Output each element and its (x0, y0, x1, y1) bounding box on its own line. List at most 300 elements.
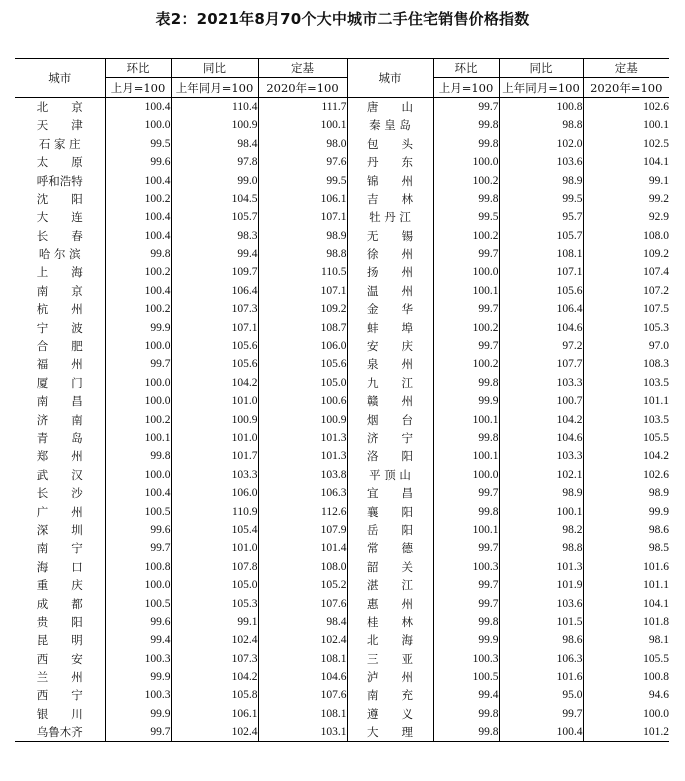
right-yoy-cell: 102.0 (499, 135, 583, 153)
right-mom-cell: 100.5 (433, 668, 499, 686)
right-city-cell: 安 庆 (347, 337, 433, 355)
right-base-cell: 92.9 (583, 208, 669, 226)
left-mom-cell: 100.5 (105, 502, 171, 520)
left-base-cell: 104.6 (258, 668, 347, 686)
left-mom-cell: 100.4 (105, 208, 171, 226)
table-row (15, 410, 669, 428)
header-mom-right: 环比 (433, 59, 499, 78)
left-base-cell: 109.2 (258, 300, 347, 318)
left-base-cell: 107.1 (258, 282, 347, 300)
subheader-base-right: 2020年=100 (583, 78, 669, 97)
left-yoy-cell: 109.7 (171, 263, 258, 281)
left-mom-cell: 100.4 (105, 282, 171, 300)
right-city-cell: 南 充 (347, 686, 433, 704)
left-mom-cell: 99.8 (105, 447, 171, 465)
table-row (15, 429, 669, 447)
right-yoy-cell: 98.9 (499, 484, 583, 502)
right-mom-cell: 99.5 (433, 208, 499, 226)
left-base-cell: 106.1 (258, 190, 347, 208)
left-city-cell: 昆 明 (36, 633, 83, 648)
left-mom-cell: 100.2 (105, 263, 171, 281)
right-base-cell: 100.0 (583, 705, 669, 723)
right-city-cell: 无 锡 (347, 227, 433, 245)
right-yoy-cell: 101.3 (499, 558, 583, 576)
left-mom-cell: 100.0 (105, 337, 171, 355)
right-city-cell: 泉 州 (347, 355, 433, 373)
left-base-cell: 100.6 (258, 392, 347, 410)
left-yoy-cell: 107.8 (171, 558, 258, 576)
left-city-cell: 太 原 (36, 155, 83, 170)
left-city-cell: 天 津 (36, 118, 83, 133)
right-base-cell: 98.6 (583, 521, 669, 539)
right-base-cell: 105.5 (583, 429, 669, 447)
left-mom-cell: 100.2 (105, 190, 171, 208)
right-city-cell: 岳 阳 (347, 521, 433, 539)
right-mom-cell: 99.7 (433, 576, 499, 594)
left-yoy-cell: 106.1 (171, 705, 258, 723)
right-city-cell: 烟 台 (347, 410, 433, 428)
left-city-cell: 厦 门 (36, 375, 83, 390)
right-mom-cell: 99.9 (433, 631, 499, 649)
table-row (15, 539, 669, 557)
table-row (15, 97, 669, 116)
right-mom-cell: 99.8 (433, 135, 499, 153)
right-mom-cell: 100.1 (433, 447, 499, 465)
left-city-cell: 呼和浩特 (36, 173, 83, 188)
right-yoy-cell: 104.6 (499, 429, 583, 447)
right-city-cell: 遵 义 (347, 705, 433, 723)
left-mom-cell: 100.8 (105, 558, 171, 576)
right-city-cell: 扬 州 (347, 263, 433, 281)
header-base-left: 定基 (258, 59, 347, 78)
right-yoy-cell: 103.6 (499, 153, 583, 171)
table-row (15, 686, 669, 704)
left-yoy-cell: 105.7 (171, 208, 258, 226)
left-mom-cell: 100.0 (105, 374, 171, 392)
left-yoy-cell: 106.4 (171, 282, 258, 300)
left-base-cell: 107.6 (258, 594, 347, 612)
left-yoy-cell: 107.3 (171, 650, 258, 668)
left-city-cell: 贵 阳 (36, 614, 83, 629)
left-city-cell: 南 昌 (36, 394, 83, 409)
left-city-cell: 海 口 (36, 559, 83, 574)
right-city-cell: 九 江 (347, 374, 433, 392)
header-city-right: 城市 (347, 59, 433, 98)
right-city-cell: 常 德 (347, 539, 433, 557)
left-yoy-cell: 105.4 (171, 521, 258, 539)
right-base-cell: 101.2 (583, 723, 669, 742)
left-city-cell: 兰 州 (36, 670, 83, 685)
right-city-cell: 宜 昌 (347, 484, 433, 502)
right-base-cell: 99.2 (583, 190, 669, 208)
right-mom-cell: 100.3 (433, 650, 499, 668)
right-base-cell: 104.1 (583, 594, 669, 612)
left-yoy-cell: 104.5 (171, 190, 258, 208)
left-yoy-cell: 104.2 (171, 374, 258, 392)
right-base-cell: 101.8 (583, 613, 669, 631)
right-mom-cell: 99.7 (433, 539, 499, 557)
right-yoy-cell: 102.1 (499, 466, 583, 484)
left-base-cell: 103.8 (258, 466, 347, 484)
left-mom-cell: 100.4 (105, 484, 171, 502)
table-row (15, 337, 669, 355)
right-mom-cell: 100.0 (433, 153, 499, 171)
right-yoy-cell: 98.2 (499, 521, 583, 539)
left-mom-cell: 100.4 (105, 227, 171, 245)
left-city-cell: 深 圳 (36, 522, 83, 537)
left-base-cell: 100.9 (258, 410, 347, 428)
left-yoy-cell: 107.3 (171, 300, 258, 318)
right-yoy-cell: 100.1 (499, 502, 583, 520)
left-yoy-cell: 98.4 (171, 135, 258, 153)
table-row (15, 392, 669, 410)
right-yoy-cell: 100.7 (499, 392, 583, 410)
left-base-cell: 97.6 (258, 153, 347, 171)
table-row (15, 668, 669, 686)
left-base-cell: 98.4 (258, 613, 347, 631)
right-city-cell: 包 头 (347, 135, 433, 153)
left-city-cell: 杭 州 (36, 302, 83, 317)
right-base-cell: 108.3 (583, 355, 669, 373)
left-mom-cell: 99.6 (105, 613, 171, 631)
right-city-cell: 赣 州 (347, 392, 433, 410)
left-city-cell: 银 川 (36, 706, 83, 721)
right-yoy-cell: 104.6 (499, 318, 583, 336)
left-base-cell: 108.1 (258, 650, 347, 668)
right-base-cell: 103.5 (583, 410, 669, 428)
left-city-cell: 长 春 (36, 228, 83, 243)
left-yoy-cell: 101.7 (171, 447, 258, 465)
right-yoy-cell: 98.8 (499, 539, 583, 557)
left-mom-cell: 99.7 (105, 723, 171, 742)
left-city-cell: 合 肥 (36, 339, 83, 354)
left-yoy-cell: 97.8 (171, 153, 258, 171)
right-city-cell: 徐 州 (347, 245, 433, 263)
right-mom-cell: 100.2 (433, 227, 499, 245)
left-base-cell: 108.1 (258, 705, 347, 723)
left-yoy-cell: 99.1 (171, 613, 258, 631)
right-mom-cell: 99.7 (433, 300, 499, 318)
right-city-cell: 锦 州 (347, 171, 433, 189)
table-row (15, 466, 669, 484)
left-city-cell: 成 都 (36, 596, 83, 611)
table-row (15, 521, 669, 539)
right-yoy-cell: 95.0 (499, 686, 583, 704)
right-city-cell: 洛 阳 (347, 447, 433, 465)
right-city-cell: 金 华 (347, 300, 433, 318)
left-base-cell: 106.0 (258, 337, 347, 355)
left-base-cell: 108.0 (258, 558, 347, 576)
left-city-cell: 长 沙 (36, 486, 83, 501)
right-city-cell: 蚌 埠 (347, 318, 433, 336)
left-mom-cell: 99.9 (105, 705, 171, 723)
left-mom-cell: 99.8 (105, 245, 171, 263)
right-mom-cell: 100.0 (433, 466, 499, 484)
left-base-cell: 107.9 (258, 521, 347, 539)
right-mom-cell: 100.0 (433, 263, 499, 281)
left-mom-cell: 100.5 (105, 594, 171, 612)
table-body (15, 97, 669, 742)
left-mom-cell: 100.1 (105, 429, 171, 447)
right-base-cell: 107.5 (583, 300, 669, 318)
left-city-cell: 重 庆 (36, 578, 83, 593)
header-base-right: 定基 (583, 59, 669, 78)
right-yoy-cell: 104.2 (499, 410, 583, 428)
table-row (15, 263, 669, 281)
left-base-cell: 103.1 (258, 723, 347, 742)
left-yoy-cell: 103.3 (171, 466, 258, 484)
right-mom-cell: 100.1 (433, 410, 499, 428)
header-city-left: 城市 (15, 59, 105, 98)
header-mom-left: 环比 (105, 59, 171, 78)
right-yoy-cell: 106.3 (499, 650, 583, 668)
table-row (15, 631, 669, 649)
table-row (15, 447, 669, 465)
left-yoy-cell: 105.6 (171, 337, 258, 355)
right-mom-cell: 99.7 (433, 245, 499, 263)
right-yoy-cell: 107.7 (499, 355, 583, 373)
right-base-cell: 102.6 (583, 97, 669, 116)
left-yoy-cell: 99.4 (171, 245, 258, 263)
left-mom-cell: 100.0 (105, 466, 171, 484)
left-base-cell: 112.6 (258, 502, 347, 520)
left-yoy-cell: 110.4 (171, 97, 258, 116)
left-mom-cell: 100.0 (105, 116, 171, 134)
table-row (15, 705, 669, 723)
right-mom-cell: 100.2 (433, 355, 499, 373)
right-yoy-cell: 100.8 (499, 97, 583, 116)
right-mom-cell: 100.3 (433, 558, 499, 576)
left-yoy-cell: 98.3 (171, 227, 258, 245)
left-city-cell: 北 京 (36, 99, 83, 114)
right-city-cell: 平 顶 山 (347, 466, 433, 484)
right-yoy-cell: 105.6 (499, 282, 583, 300)
right-base-cell: 98.5 (583, 539, 669, 557)
left-yoy-cell: 107.1 (171, 318, 258, 336)
left-mom-cell: 100.0 (105, 392, 171, 410)
table-row (15, 355, 669, 373)
right-base-cell: 99.9 (583, 502, 669, 520)
table-title: 表2：2021年8月70个大中城市二手住宅销售价格指数 (155, 10, 530, 28)
right-city-cell: 韶 关 (347, 558, 433, 576)
left-base-cell: 101.4 (258, 539, 347, 557)
left-mom-cell: 99.4 (105, 631, 171, 649)
right-base-cell: 102.5 (583, 135, 669, 153)
left-yoy-cell: 101.0 (171, 429, 258, 447)
left-yoy-cell: 101.0 (171, 392, 258, 410)
left-city-cell: 福 州 (36, 357, 83, 372)
left-mom-cell: 99.9 (105, 668, 171, 686)
table-row (15, 723, 669, 742)
left-base-cell: 98.8 (258, 245, 347, 263)
right-base-cell: 98.1 (583, 631, 669, 649)
right-mom-cell: 99.8 (433, 190, 499, 208)
right-yoy-cell: 101.9 (499, 576, 583, 594)
left-city-cell: 乌鲁木齐 (15, 723, 105, 742)
right-mom-cell: 99.7 (433, 97, 499, 116)
right-city-cell: 牡 丹 江 (347, 208, 433, 226)
header-yoy-left: 同比 (171, 59, 258, 78)
right-city-cell: 丹 东 (347, 153, 433, 171)
left-base-cell: 100.1 (258, 116, 347, 134)
right-mom-cell: 99.8 (433, 502, 499, 520)
right-city-cell: 秦 皇 岛 (347, 116, 433, 134)
left-city-cell: 南 宁 (36, 541, 83, 556)
left-city-cell: 大 连 (36, 210, 83, 225)
table-row (15, 576, 669, 594)
left-mom-cell: 99.7 (105, 355, 171, 373)
right-base-cell: 101.1 (583, 392, 669, 410)
table-row (15, 502, 669, 520)
right-city-cell: 唐 山 (347, 97, 433, 116)
left-base-cell: 98.9 (258, 227, 347, 245)
right-yoy-cell: 103.3 (499, 447, 583, 465)
right-base-cell: 103.5 (583, 374, 669, 392)
right-mom-cell: 99.8 (433, 723, 499, 742)
left-mom-cell: 100.2 (105, 300, 171, 318)
subheader-mom-left: 上月=100 (105, 78, 171, 97)
right-yoy-cell: 107.1 (499, 263, 583, 281)
header-yoy-right: 同比 (499, 59, 583, 78)
left-mom-cell: 100.4 (105, 171, 171, 189)
left-city-cell: 郑 州 (36, 449, 83, 464)
right-base-cell: 100.1 (583, 116, 669, 134)
right-yoy-cell: 99.7 (499, 705, 583, 723)
right-yoy-cell: 108.1 (499, 245, 583, 263)
left-city-cell: 宁 波 (36, 320, 83, 335)
left-base-cell: 105.6 (258, 355, 347, 373)
left-mom-cell: 99.6 (105, 153, 171, 171)
right-base-cell: 100.8 (583, 668, 669, 686)
left-city-cell: 青 岛 (36, 431, 83, 445)
table-row (15, 208, 669, 226)
right-yoy-cell: 106.4 (499, 300, 583, 318)
right-base-cell: 105.3 (583, 318, 669, 336)
left-yoy-cell: 110.9 (171, 502, 258, 520)
left-city-cell: 济 南 (36, 412, 83, 427)
subheader-yoy-right: 上年同月=100 (499, 78, 583, 97)
left-yoy-cell: 99.0 (171, 171, 258, 189)
left-yoy-cell: 101.0 (171, 539, 258, 557)
right-mom-cell: 99.8 (433, 374, 499, 392)
left-mom-cell: 99.9 (105, 318, 171, 336)
table-row (15, 594, 669, 612)
left-base-cell: 105.2 (258, 576, 347, 594)
right-base-cell: 105.5 (583, 650, 669, 668)
table-row (15, 282, 669, 300)
right-mom-cell: 100.2 (433, 318, 499, 336)
left-city-cell: 沈 阳 (36, 191, 83, 206)
right-city-cell: 惠 州 (347, 594, 433, 612)
right-base-cell: 102.6 (583, 466, 669, 484)
left-base-cell: 99.5 (258, 171, 347, 189)
left-mom-cell: 100.0 (105, 576, 171, 594)
right-city-cell: 北 海 (347, 631, 433, 649)
right-base-cell: 101.6 (583, 558, 669, 576)
left-mom-cell: 100.3 (105, 650, 171, 668)
right-base-cell: 108.0 (583, 227, 669, 245)
table-row (15, 227, 669, 245)
left-yoy-cell: 105.0 (171, 576, 258, 594)
right-base-cell: 104.1 (583, 153, 669, 171)
table-row (15, 484, 669, 502)
left-yoy-cell: 102.4 (171, 631, 258, 649)
left-base-cell: 102.4 (258, 631, 347, 649)
right-base-cell: 99.1 (583, 171, 669, 189)
left-city-cell: 石 家 庄 (38, 136, 81, 151)
right-city-cell: 济 宁 (347, 429, 433, 447)
left-city-cell: 南 京 (36, 283, 83, 298)
right-yoy-cell: 98.8 (499, 116, 583, 134)
right-yoy-cell: 98.6 (499, 631, 583, 649)
table-row (15, 613, 669, 631)
left-mom-cell: 99.5 (105, 135, 171, 153)
right-base-cell: 97.0 (583, 337, 669, 355)
right-city-cell: 温 州 (347, 282, 433, 300)
left-yoy-cell: 105.6 (171, 355, 258, 373)
right-city-cell: 三 亚 (347, 650, 433, 668)
right-yoy-cell: 100.4 (499, 723, 583, 742)
left-city-cell: 上 海 (36, 265, 83, 280)
right-city-cell: 襄 阳 (347, 502, 433, 520)
right-mom-cell: 99.8 (433, 116, 499, 134)
left-yoy-cell: 106.0 (171, 484, 258, 502)
table-row (15, 116, 669, 134)
right-yoy-cell: 95.7 (499, 208, 583, 226)
right-mom-cell: 99.7 (433, 594, 499, 612)
left-city-cell: 广 州 (36, 504, 83, 519)
left-yoy-cell: 102.4 (171, 723, 258, 742)
right-city-cell: 大 理 (347, 723, 433, 742)
left-base-cell: 107.1 (258, 208, 347, 226)
right-base-cell: 101.1 (583, 576, 669, 594)
left-city-cell: 西 安 (36, 651, 83, 666)
right-mom-cell: 100.1 (433, 521, 499, 539)
right-city-cell: 泸 州 (347, 668, 433, 686)
left-mom-cell: 100.3 (105, 686, 171, 704)
left-yoy-cell: 105.8 (171, 686, 258, 704)
right-mom-cell: 99.9 (433, 392, 499, 410)
left-base-cell: 105.0 (258, 374, 347, 392)
table-row (15, 650, 669, 668)
right-yoy-cell: 101.6 (499, 668, 583, 686)
left-base-cell: 98.0 (258, 135, 347, 153)
table-row (15, 171, 669, 189)
right-base-cell: 107.2 (583, 282, 669, 300)
left-city-cell: 哈 尔 滨 (38, 247, 81, 262)
right-yoy-cell: 105.7 (499, 227, 583, 245)
right-base-cell: 107.4 (583, 263, 669, 281)
right-mom-cell: 99.8 (433, 705, 499, 723)
table-row (15, 153, 669, 171)
left-base-cell: 107.6 (258, 686, 347, 704)
left-mom-cell: 100.4 (105, 97, 171, 116)
left-base-cell: 101.3 (258, 429, 347, 447)
right-yoy-cell: 98.9 (499, 171, 583, 189)
right-city-cell: 湛 江 (347, 576, 433, 594)
right-base-cell: 98.9 (583, 484, 669, 502)
right-base-cell: 109.2 (583, 245, 669, 263)
right-mom-cell: 99.8 (433, 613, 499, 631)
right-base-cell: 104.2 (583, 447, 669, 465)
right-mom-cell: 99.7 (433, 337, 499, 355)
right-yoy-cell: 103.6 (499, 594, 583, 612)
left-base-cell: 108.7 (258, 318, 347, 336)
left-base-cell: 110.5 (258, 263, 347, 281)
left-city-cell: 西 宁 (36, 688, 83, 703)
price-index-table (15, 58, 669, 742)
right-yoy-cell: 101.5 (499, 613, 583, 631)
